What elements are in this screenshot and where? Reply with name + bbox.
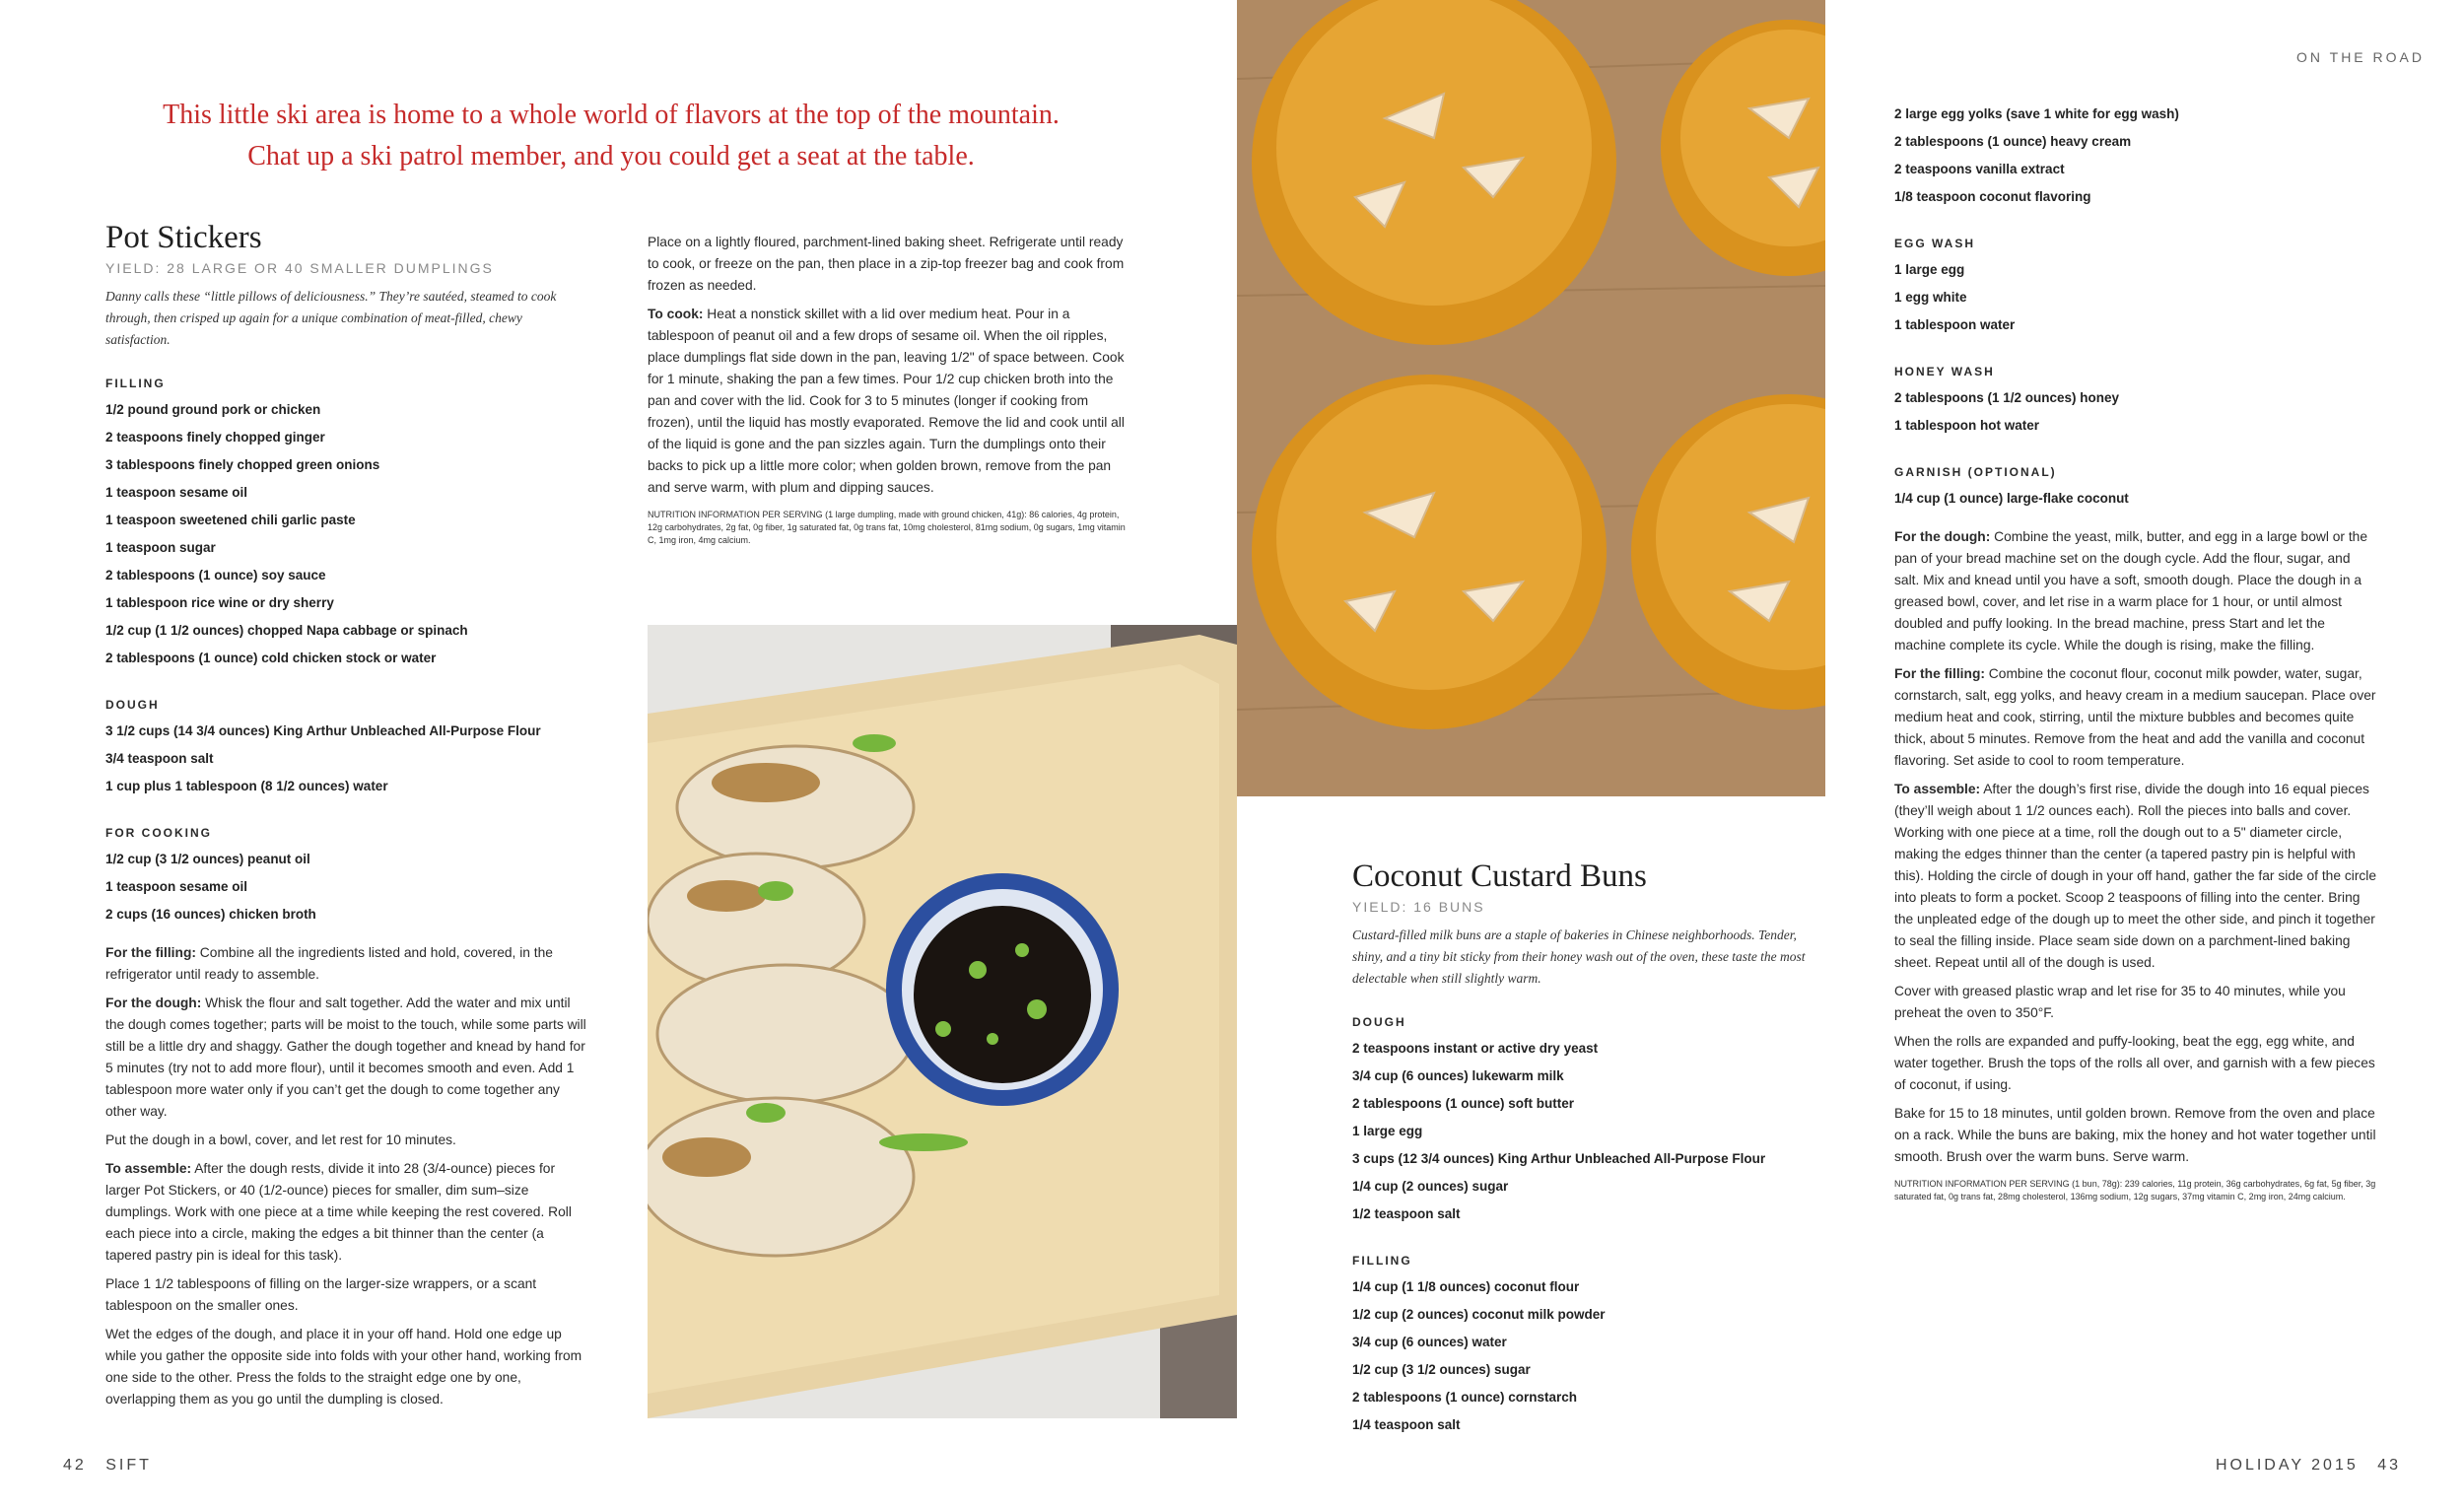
step-text: Combine all the ingredients listed and hold, covered, in the refrigerator until ready to assemble. [105,945,553,982]
ingredient-item: 1/2 teaspoon salt [1352,1206,1461,1221]
coconut-buns-photo [1237,0,1825,796]
intro-line: This little ski area is home to a whole world of flavors at the top of the mountain. [163,100,1060,130]
step-text: When the rolls are expanded and puffy-looking, beat the egg, egg white, and water together. Brush the tops of the rolls all over, and garnish with a few pieces of coconut, if using. [1894,1034,2375,1092]
section-heading: DOUGH [105,698,160,712]
ingredient-item: 2 tablespoons (1 ounce) heavy cream [1894,134,2132,149]
running-head: ON THE ROAD [2296,49,2425,65]
ingredient-item: 1/4 cup (1 1/8 ounces) coconut flour [1352,1279,1580,1294]
coconut-buns-column-1 [1352,858,1825,1439]
method-paragraph [105,942,588,986]
ingredient-section [105,826,588,928]
ingredient-item: 3/4 cup (6 ounces) lukewarm milk [1352,1068,1564,1083]
footer-left [63,1457,152,1475]
ingredient-item: 1/2 cup (3 1/2 ounces) sugar [1352,1362,1531,1377]
ingredient-item: 1 teaspoon sesame oil [105,485,248,500]
ingredient-item: 2 large egg yolks (save 1 white for egg wash) [1894,106,2179,121]
method-paragraph [105,1158,588,1267]
recipe-yield: YIELD: 16 BUNS [1352,899,1485,915]
method-paragraph [105,1273,588,1317]
step-text: After the dough’s first rise, divide the dough into 16 equal pieces (they’ll weigh about 1 1/2 ounces each). Roll the pieces into balls and cover. Working with one piece at a time, roll the dough out to a 5" diameter circle, making the edges thinner than the center (a tapered pastry pin is helpful with this). Holding the circle of dough in your off hand, gather the far side of the circle into pleats to form a pocket. Scoop 2 teaspoons of filling into the center. Bring the unpleated edge of the dough up to meet the other side, and pinch it together to seal the filling inside. Place seam side down on a parchment-lined baking sheet. Repeat until all of the dough is used. [1894,782,2377,970]
ingredient-item: 2 tablespoons (1 ounce) soft butter [1352,1096,1575,1111]
ingredient-item: 1 teaspoon sugar [105,540,216,555]
ingredient-item: 1 egg white [1894,290,1967,305]
ingredient-item: 1/4 teaspoon salt [1352,1417,1461,1432]
method-steps [1894,526,2377,1168]
ingredient-sections [1352,1015,1825,1439]
ingredient-section [1894,237,2377,339]
ingredient-item: 2 tablespoons (1 ounce) soy sauce [105,568,326,583]
method-paragraph [1894,1103,2377,1168]
step-lead: For the dough: [105,995,202,1010]
method-paragraph [105,1324,588,1410]
ingredient-item: 1 large egg [1352,1124,1423,1138]
ingredient-item: 1 large egg [1894,262,1965,277]
section-heading: FOR COOKING [105,826,212,840]
nutrition-info: NUTRITION INFORMATION PER SERVING (1 bun, 78g): 239 calories, 11g protein, 36g carbohydrates, 6g fat, 5g fiber, 3g saturated fat, 0g trans fat, 28mg cholesterol, 136mg sodium, 12g sugars, 37mg vitamin C, 2mg iron, 24mg calcium. [1894,1179,2376,1201]
footer-right [2216,1457,2401,1475]
ingredient-section [105,377,588,672]
ingredient-item: 1/8 teaspoon coconut flavoring [1894,189,2091,204]
ingredient-item: 2 tablespoons (1 ounce) cold chicken stock or water [105,651,437,665]
ingredient-item: 1/4 cup (2 ounces) sugar [1352,1179,1509,1194]
ingredient-item: 2 cups (16 ounces) chicken broth [105,907,316,922]
method-steps [648,232,1130,499]
step-text: Wet the edges of the dough, and place it in your off hand. Hold one edge up while you gather the opposite side into folds with your other hand, working from one side to the other. Press the folds to the straight edge one by one, overlapping them as you go until the dumpling is closed. [105,1327,582,1407]
page-number: 42 [63,1457,87,1474]
section-heading: HONEY WASH [1894,365,1995,378]
filling-continued [1894,101,2377,211]
ingredient-item: 3/4 teaspoon salt [105,751,214,766]
intro-pullquote [103,95,1119,177]
step-lead: For the filling: [105,945,196,960]
ingredient-section [1894,465,2377,513]
coconut-buns-column-2 [1894,101,2377,1203]
ingredient-item: 1/2 cup (2 ounces) coconut milk powder [1352,1307,1606,1322]
nutrition-info: NUTRITION INFORMATION PER SERVING (1 large dumpling, made with ground chicken, 41g): 86 calories, 4g protein, 12g carbohydrates, 2g fat, 0g fiber, 1g saturated fat, 0g trans fat, 10mg cholesterol, 81mg sodium, 0g sugars, 1mg vitamin C, 1mg iron, 4mg calcium. [648,510,1126,545]
ingredient-item: 3/4 cup (6 ounces) water [1352,1335,1507,1349]
method-paragraph [648,232,1130,297]
pot-stickers-column-1 [105,219,588,1410]
magazine-name: SIFT [105,1457,152,1474]
ingredient-item: 1/2 cup (1 1/2 ounces) chopped Napa cabbage or spinach [105,623,468,638]
ingredient-item: 1 teaspoon sweetened chili garlic paste [105,513,356,527]
recipe-yield: YIELD: 28 LARGE OR 40 SMALLER DUMPLINGS [105,260,494,276]
ingredient-item: 1/4 cup (1 ounce) large-flake coconut [1894,491,2129,506]
method-paragraph [648,304,1130,499]
section-heading: FILLING [105,377,166,390]
step-text: Combine the yeast, milk, butter, and egg in a large bowl or the pan of your bread machine set on the dough cycle. Add the flour, sugar, and salt. Mix and knead until you have a soft, smooth dough. Place the dough in a greased bowl, cover, and let rise in a warm place for 1 hour, or until almost doubled and puffy looking. In the bread machine, press Start and let the machine complete its cycle. While the dough is rising, make the filling. [1894,529,2368,652]
method-paragraph [1894,526,2377,656]
recipe-description: Custard-filled milk buns are a staple of bakeries in Chinese neighborhoods. Tender, shiny, and a tiny bit sticky from their honey wash out of the oven, these taste the most delectable when still slightly warm. [1352,927,1806,986]
method-paragraph [105,1130,588,1151]
recipe-title: Pot Stickers [105,220,262,255]
step-lead: To assemble: [105,1161,192,1176]
ingredient-item: 2 tablespoons (1 1/2 ounces) honey [1894,390,2120,405]
ingredient-item: 3 tablespoons finely chopped green onions [105,457,380,472]
intro-line: Chat up a ski patrol member, and you could get a seat at the table. [247,141,975,172]
ingredient-item: 1 tablespoon rice wine or dry sherry [105,595,334,610]
recipe-description: Danny calls these “little pillows of deliciousness.” They’re sautéed, steamed to cook through, then crisped up again for a unique combination of meat-filled, chewy satisfaction. [105,289,557,347]
ingredient-section [1894,365,2377,440]
pot-stickers-column-2 [648,225,1130,547]
ingredient-item: 1 tablespoon hot water [1894,418,2040,433]
ingredient-item: 1/2 cup (3 1/2 ounces) peanut oil [105,852,310,866]
step-text: Place on a lightly floured, parchment-lined baking sheet. Refrigerate until ready to cook, or freeze on the pan, then place in a zip-top freezer bag and cook from frozen as needed. [648,235,1125,293]
step-text: Bake for 15 to 18 minutes, until golden brown. Remove from the oven and place on a rack. While the buns are baking, mix the honey and hot water together until smooth. Brush over the warm buns. Serve warm. [1894,1106,2376,1164]
step-lead: For the filling: [1894,666,1985,681]
ingredient-item: 1 teaspoon sesame oil [105,879,248,894]
step-text: Whisk the flour and salt together. Add the water and mix until the dough comes together; parts will be moist to the touch, while some parts will still be a little dry and shaggy. Gather the dough together and knead by hand for 5 minutes (try not to add more flour), until it becomes smooth and even. Add 1 tablespoon more water only if you can’t get the dough to come together any other way. [105,995,586,1119]
ingredient-item: 3 cups (12 3/4 ounces) King Arthur Unbleached All-Purpose Flour [1352,1151,1766,1166]
step-lead: For the dough: [1894,529,1991,544]
ingredient-item: 1 cup plus 1 tablespoon (8 1/2 ounces) water [105,779,388,793]
section-heading: DOUGH [1352,1015,1406,1029]
section-heading: EGG WASH [1894,237,1976,250]
ingredient-item: 1 tablespoon water [1894,317,2016,332]
step-text: Put the dough in a bowl, cover, and let rest for 10 minutes. [105,1132,456,1147]
method-paragraph [1894,663,2377,772]
method-paragraph [1894,1031,2377,1096]
recipe-title: Coconut Custard Buns [1352,858,1647,894]
step-lead: To assemble: [1894,782,1981,796]
step-text: Heat a nonstick skillet with a lid over medium heat. Pour in a tablespoon of peanut oil and a few drops of sesame oil. When the oil ripples, place dumplings flat side down in the pan, leaving 1/2" of space between. Cook for 1 minute, shaking the pan a few times. Pour 1/2 cup chicken broth into the pan and cover with the lid. Cook for 3 to 5 minutes (longer if cooking from frozen), until the liquid has mostly evaporated. Remove the lid and cook until all of the liquid is gone and the pan sizzles again. Turn the dumplings onto their backs to pick up a little more color; when golden brown, remove from the pan and serve warm, with plum and dipping sauces. [648,307,1125,495]
step-text: After the dough rests, divide it into 28 (3/4-ounce) pieces for larger Pot Stickers, or 40 (1/2-ounce) pieces for smaller, dim sum–size dumplings. Work with one piece at a time while keeping the rest covered. Roll each piece into a circle, making the edges a bit thinner than the center (a tapered pastry pin is ideal for this task). [105,1161,572,1263]
ingredient-item: 3 1/2 cups (14 3/4 ounces) King Arthur Unbleached All-Purpose Flour [105,723,541,738]
ingredient-section [1352,1015,1825,1228]
ingredient-item: 2 teaspoons vanilla extract [1894,162,2065,176]
method-steps [105,942,588,1410]
ingredient-item: 2 tablespoons (1 ounce) cornstarch [1352,1390,1578,1405]
ingredient-sections [105,377,588,928]
ingredient-item: 2 teaspoons finely chopped ginger [105,430,325,445]
step-text: Combine the coconut flour, coconut milk powder, water, sugar, cornstarch, salt, egg yolks, and heavy cream in a medium saucepan. Place over medium heat and cook, stirring, until the mixture bubbles and becomes quite thick, about 5 minutes. Remove from the heat and add the vanilla and coconut flavoring. Set aside to cool to room temperature. [1894,666,2376,768]
ingredient-section [1352,1254,1825,1439]
section-heading: FILLING [1352,1254,1412,1268]
method-paragraph [1894,981,2377,1024]
step-lead: To cook: [648,307,704,321]
section-heading: GARNISH (OPTIONAL) [1894,465,2057,479]
buns-illustration [1237,0,1825,796]
ingredient-sections [1894,237,2377,513]
ingredient-section [105,698,588,800]
method-paragraph [105,993,588,1123]
step-text: Cover with greased plastic wrap and let rise for 35 to 40 minutes, while you preheat the oven to 350°F. [1894,984,2346,1020]
dumplings-illustration [648,625,1237,1418]
step-text: Place 1 1/2 tablespoons of filling on the larger-size wrappers, or a scant tablespoon on the smaller ones. [105,1276,537,1313]
page-number: 43 [2377,1457,2401,1474]
ingredient-item: 1/2 pound ground pork or chicken [105,402,321,417]
method-paragraph [1894,779,2377,974]
ingredient-item: 2 teaspoons instant or active dry yeast [1352,1041,1599,1056]
dumplings-photo [648,625,1237,1418]
issue-label: HOLIDAY 2015 [2215,1457,2359,1474]
